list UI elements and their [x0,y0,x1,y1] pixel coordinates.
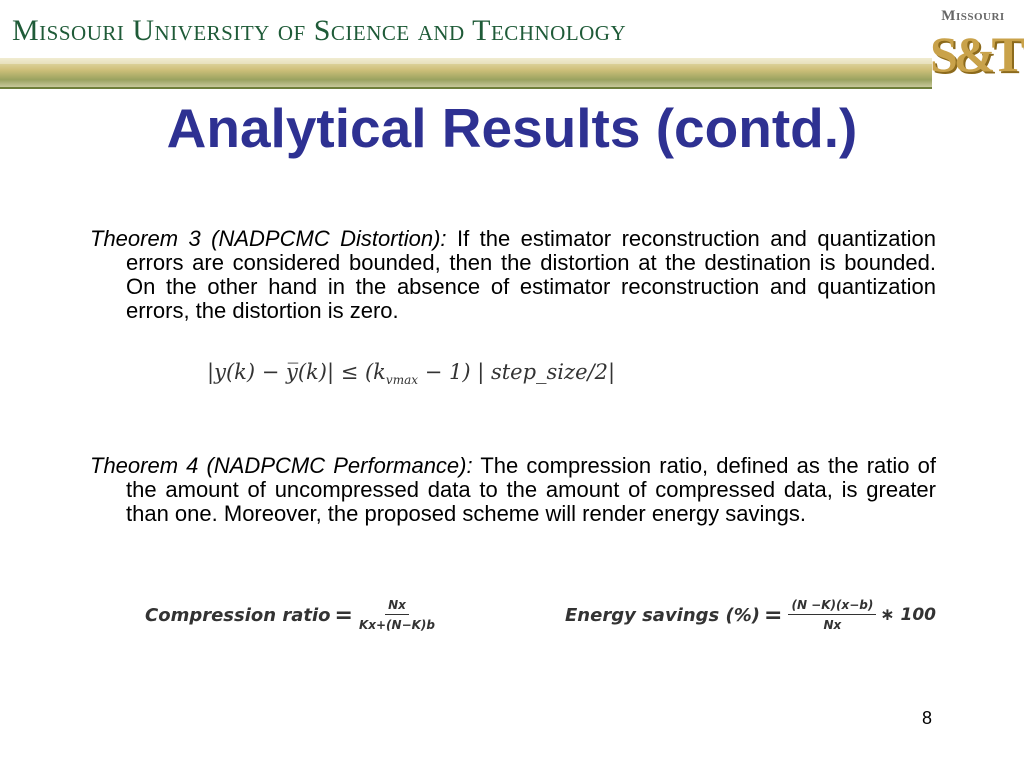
theorem-label: Theorem 3 (NADPCMC Distortion): [90,226,447,251]
theorem-4 [90,454,936,526]
logo-monogram: S&T [930,26,1021,82]
fraction [788,598,876,632]
page-number: 8 [922,708,933,728]
header-bar [0,58,932,89]
equation-lhs: Compression ratio [145,604,331,626]
energy-savings-equation [565,598,936,632]
denominator: Kx+(N−K)b [358,618,436,632]
denominator: Nx [823,618,842,632]
equation-rhs: − 1) | step_size/2| [418,360,616,384]
multiplier: ∗ 100 [880,605,937,625]
theorem-text: If the estimator reconstruction and quantization errors are considered bounded, then the distortion at the destination is bounded. On the other hand in the absence of estimator reconstruction and quantization errors, the distortion is zero. [126,226,936,323]
equals-sign: = [334,602,353,628]
equals-sign: = [764,602,783,628]
theorem-label: Theorem 4 (NADPCMC Performance): [90,453,473,478]
equation-lhs: Energy savings (%) [565,604,761,626]
university-logo [926,8,1020,84]
numerator: Nx [385,598,409,615]
theorem-text: The compression ratio, defined as the ratio of the amount of uncompressed data to the amount of compressed data, is greater than one. Moreover, the proposed scheme will render energy savings. [126,453,936,526]
equation-lhs: |y(k) − y̅(k)| ≤ (k [207,360,386,384]
theorem-3 [90,227,936,323]
equation-subscript: vmax [385,373,419,388]
distortion-bound-equation [207,360,615,387]
institution-name: Missouri University of Science and Technology [12,14,627,47]
logo-wordmark: Missouri [941,8,1005,24]
compression-ratio-equation [145,598,437,632]
fraction [359,598,435,632]
numerator: (N −K)(x−b) [788,598,876,615]
slide-title: Analytical Results (contd.) [166,97,858,159]
